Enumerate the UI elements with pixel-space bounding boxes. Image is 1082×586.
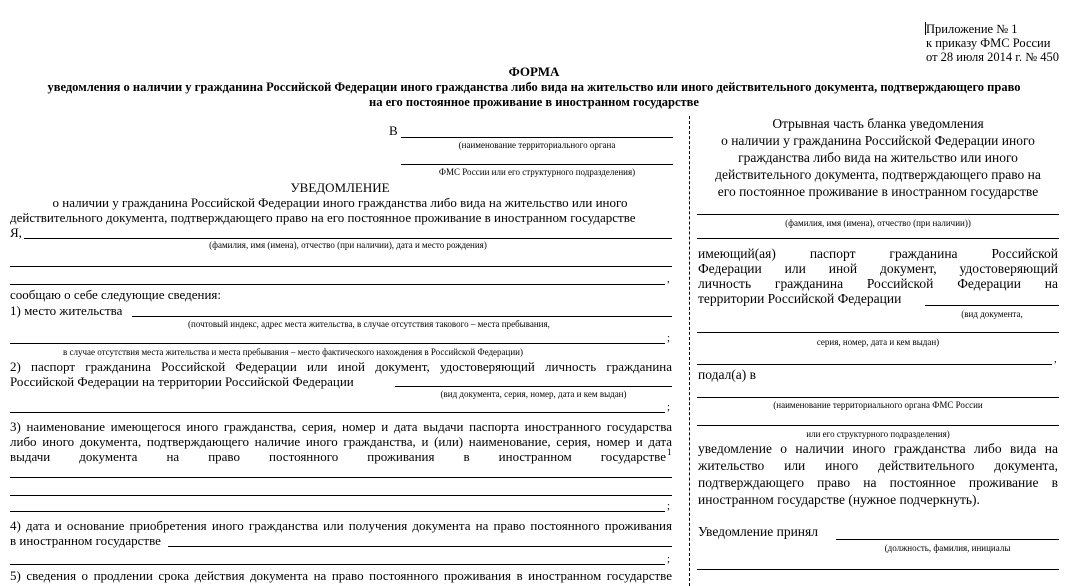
comma-1: , [667,273,670,285]
stub-comma: , [1054,353,1057,365]
stub-title-4: действительного документа, подтверждающего право на [715,167,1041,182]
to-prefix: В [389,123,398,138]
notice-subtitle-1: о наличии у гражданина Российской Федерации иного гражданства либо вида на жительство или иного [52,195,628,210]
item4-line-1: 4) дата и основание приобретения иного гражданства или получения документа на право постоянного проживания [10,518,672,533]
stub-filed: подал(а) в [698,367,757,382]
stub-doc-caption-1: (вид документа, [961,309,1023,319]
item3-line-1: 3) наименование имеющегося иного гражданства, серия, номер и дата выдачи паспорта иностранного государства [10,419,672,434]
i-prefix: Я, [10,225,22,240]
item5-line-1: 5) сведения о продлении срока действия документа на право постоянного проживания в иностранном государстве [10,568,672,583]
applicant-caption: (фамилия, имя (имена), отчество (при наличии), дата и место рождения) [209,240,487,250]
stub-accepted-line-2[interactable] [697,569,1059,570]
item3-line-3: выдачи документа на право постоянного проживания в иностранном государстве [10,449,666,464]
stub-title-1: Отрывная часть бланка уведомления [772,116,984,131]
stub-having-2: Федерации или иной документ, удостоверяющий [698,261,1058,276]
item3-line-2: либо иного документа, подтверждающего наличие иного гражданства, и (или) наименование, серия, номер и дата [10,434,672,449]
report-text: сообщаю о себе следующие сведения: [10,287,222,302]
stub-having-1: имеющий(ая) паспорт гражданина Российской [698,246,1058,261]
stub-notice-4: иностранном государстве (нужное подчеркнуть). [698,492,980,507]
stub-title-5: его постоянное проживание в иностранном государстве [717,184,1039,199]
stub-having-3: личность гражданина Российской Федерации на [698,276,1058,291]
notice-subtitle-2: действительного документа, подтверждающего право на его постоянное проживание в иностранном государстве [10,210,636,225]
item2-line-2-field[interactable] [10,412,665,413]
item1-line[interactable] [132,316,672,317]
stub-doc-line-3[interactable] [697,364,1052,365]
form-title: ФОРМА [508,64,560,79]
form-subtitle-2: на его постоянное проживание в иностранном государстве [369,95,699,109]
stub-notice-1: уведомление о наличии иного гражданства либо вида на [698,441,1058,456]
item1-caption-1: (почтовый индекс, адрес места жительства, в случае отсутствия такового – места пребывания, [188,319,550,329]
annex-line-1: Приложение № 1 [926,22,1018,36]
stub-name-line[interactable] [697,214,1059,215]
applicant-line[interactable] [24,238,672,239]
stub-doc-line[interactable] [925,305,1059,306]
applicant-line-2[interactable] [10,266,672,267]
stub-title [697,115,1059,200]
item2-line-2: Российской Федерации на территории Российской Федерации [10,374,354,389]
stub-filed-line[interactable] [697,397,1059,398]
form-subtitle-1: уведомления о наличии у гражданина Российской Федерации иного гражданства либо вида на жительство или иного действительного документа, подтверждающего право [47,80,1021,94]
item4-line-2: в иностранном государстве [10,533,161,548]
text-cursor [925,22,926,35]
item2-line-1: 2) паспорт гражданина Российской Федерации или иной документ, удостоверяющий личность гражданина [10,359,672,374]
item3-line-c[interactable] [10,511,665,512]
annex-line-2: к приказу ФМС России [926,36,1051,50]
stub-accepted-caption: (должность, фамилия, инициалы [884,543,1011,553]
stub-doc-line-2[interactable] [697,332,1059,333]
stub-name-line-2[interactable] [697,238,1059,239]
to-caption-1: (наименование территориального органа [458,140,616,150]
annex-line-3: от 28 июля 2014 г. № 450 [926,50,1060,64]
semicolon-3: ; [667,500,671,512]
stub-accepted: Уведомление принял [698,524,818,539]
tear-line [689,116,690,586]
stub-notice-2: жительство или иного действительного документа, [698,458,1058,473]
annex-block [926,22,1059,64]
item3-line-a[interactable] [10,477,672,478]
item1-line-2[interactable] [10,343,665,344]
item3-footnote-mark: 1 [667,447,672,457]
stub-having-4: территории Российской Федерации [698,291,902,306]
item2-line[interactable] [395,386,672,387]
stub-title-2: о наличии у гражданина Российской Федерации иного [721,133,1035,148]
stub-filed-caption-1: (наименование территориального органа ФМС России [773,400,983,410]
stub-doc-caption-2: серия, номер, дата и кем выдан) [816,337,940,347]
applicant-line-3[interactable] [10,284,665,285]
item2-caption: (вид документа, серия, номер, дата и кем выдан) [440,389,627,399]
stub-notice-3: подтверждающего право на постоянное проживание в [698,475,1058,490]
item1-caption-2: в случае отсутствия места жительства и места пребывания – место фактического нахождения в Российской Федерации) [63,347,523,357]
semicolon-4: ; [667,553,671,565]
item4-line-2-field[interactable] [10,564,665,565]
semicolon-2: ; [667,401,671,413]
stub-filed-line-2[interactable] [697,425,1059,426]
stub-accepted-line[interactable] [836,539,1059,540]
stub-title-3: гражданства либо вида на жительство или иного [738,150,1018,165]
to-caption-2: ФМС России или его структурного подразделения) [438,167,636,177]
stub-name-caption: (фамилия, имя (имена), отчество (при наличии)) [785,218,971,228]
semicolon-1: ; [667,332,671,344]
notice-title: УВЕДОМЛЕНИЕ [290,180,390,195]
stub-filed-caption-2: или его структурного подразделения) [806,429,950,439]
to-line-2[interactable] [401,164,673,165]
item3-line-b[interactable] [10,495,672,496]
item1-label: 1) место жительства [10,303,123,318]
item4-line[interactable] [168,546,672,547]
to-line[interactable] [401,137,673,138]
